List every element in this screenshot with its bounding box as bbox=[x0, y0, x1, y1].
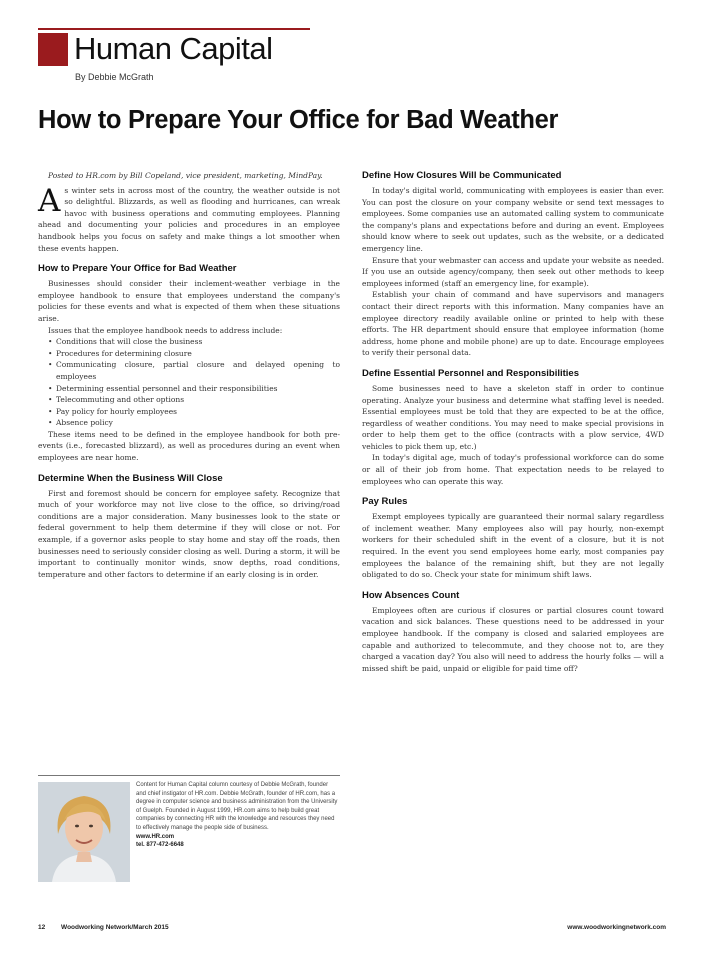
article-headline: How to Prepare Your Office for Bad Weather bbox=[38, 106, 559, 134]
paragraph: Businesses should consider their inclement-weather verbiage in the employee handbook to ensure that employees understand the company's policies for these events and what is expected of them when these situations arise. bbox=[38, 279, 340, 323]
paragraph: In today's digital age, much of today's professional workforce can do some or all of their job from home. That expectation needs to be relayed to employees who can operate this way. bbox=[362, 453, 664, 486]
author-website: www.HR.com bbox=[136, 833, 175, 840]
publication-name: Woodworking Network/March 2015 bbox=[61, 924, 169, 931]
paragraph: Establish your chain of command and have supervisors and managers contact their direct reports with this information. Many companies have an employee directory readily available online or printed to help with these efforts. The HR department should ensure that employee information (home address, home phone and mobile phone) are up to date. Encourage employees to verify their personal data. bbox=[362, 290, 664, 358]
paragraph: Ensure that your webmaster can access and update your website as needed. If you use an outside agency/company, then seek out other methods to keep employees informed (staff an emergency line, for example). bbox=[362, 255, 664, 288]
paragraph: These items need to be defined in the employee handbook for both pre-events (i.e., forecasted blizzard), as well as procedures during an event when employees are near home. bbox=[38, 429, 340, 463]
author-bio bbox=[136, 781, 338, 850]
lead-paragraph bbox=[38, 182, 340, 255]
list-item: • Procedures for determining closure bbox=[48, 348, 340, 360]
page-number: 12 bbox=[38, 924, 46, 931]
list-item: • Telecommuting and other options bbox=[48, 394, 340, 406]
byline: By Debbie McGrath bbox=[75, 72, 154, 82]
author-divider bbox=[38, 775, 340, 776]
paragraph: Some businesses need to have a skeleton staff in order to continue operating. Analyze your business and determine what staffing level is needed. Essential employees must be told that they are expected to be at the office, regardless of weather conditions. You may need to make special provisions in order to help them get to the office (contracts with a plow service, 4WD vehicles to pick them up, etc.) bbox=[362, 383, 664, 451]
heading-closures-communicated: Define How Closures Will be Communicated bbox=[362, 170, 562, 181]
intro-credit: Posted to HR.com by Bill Copeland, vice president, marketing, MindPay. bbox=[48, 171, 323, 180]
heading-prepare-office: How to Prepare Your Office for Bad Weather bbox=[38, 263, 237, 275]
list-item: • Absence policy bbox=[48, 417, 340, 429]
heading-essential-personnel: Define Essential Personnel and Responsibilities bbox=[362, 367, 579, 379]
drop-cap: A bbox=[38, 182, 61, 219]
paragraph: In today's digital world, communicating with employees is easier than ever. You can post the closure on your company website or send text messages to employees. Some companies use an automated calling system to communicate the company's plans and expectations before and during an event. Employees should know where to seek out updates, such as the website, or a dedicated emergency line. bbox=[362, 186, 664, 253]
heading-pay-rules: Pay Rules bbox=[362, 496, 408, 508]
footer-website: www.woodworkingnetwork.com bbox=[567, 924, 666, 931]
paragraph: Exempt employees typically are guaranteed their normal salary regardless of inclement weather. Many employees also will pay hourly, non-exempt workers for their scheduled shift in the event of a closure, but it is not required. In the event you send employees home early, most companies pay employees the balance of the remaining shift, but they are not legally obligated to do so. Check your state for minimum shift laws. bbox=[362, 512, 664, 580]
footer-left bbox=[38, 924, 169, 931]
list-intro: Issues that the employee handbook needs to address include: bbox=[48, 325, 283, 335]
section-accent-block bbox=[38, 33, 68, 66]
list-item: • Conditions that will close the business bbox=[48, 336, 340, 348]
list-item: • Determining essential personnel and their responsibilities bbox=[48, 383, 340, 395]
author-portrait-icon bbox=[38, 782, 130, 882]
left-column bbox=[38, 170, 340, 580]
heading-absences: How Absences Count bbox=[362, 589, 460, 601]
author-bio-text: Content for Human Capital column courtesy of Debbie McGrath, founder and chief instigator of HR.com. Debbie McGrath, founder of HR.com, has a degree in computer science and business administration from the University of Guelph. Founded in August 1999, HR.com aims to help build great companies by connecting HR with the knowledge and resources they need to effectively manage the people side of business. bbox=[136, 782, 338, 831]
heading-determine-close: Determine When the Business Will Close bbox=[38, 472, 223, 484]
lead-text: s winter sets in across most of the country, the weather outside is not so delightful. Blizzards, as well as flooding and hurricanes, can wreak havoc with business operations and commuting employees. Planning ahead and documenting your policies and procedures in an employee handbook helps you focus on safety and make things a lot smoother when these events happen. bbox=[38, 185, 340, 253]
section-title: Human Capital bbox=[74, 31, 273, 66]
right-column bbox=[362, 170, 664, 674]
author-phone: tel. 877-472-6648 bbox=[136, 842, 184, 849]
list-item: • Pay policy for hourly employees bbox=[48, 406, 340, 418]
paragraph: First and foremost should be concern for employee safety. Recognize that much of your workforce may not live close to the office, so driving/road conditions are a major consideration. Many businesses look to the state or federal government to help them determine if they will close or not. For example, if a governor asks people to stay home and stay off the roads, then businesses need to seriously consider closing as well. During a storm, it will be important to continually monitor winds, snow depths, road conditions, temperature and other factors to determine if an early closing is in order. bbox=[38, 488, 340, 579]
list-item: • Communicating closure, partial closure and delayed opening to employees bbox=[48, 359, 340, 382]
handbook-issues-list bbox=[38, 336, 340, 429]
paragraph: Employees often are curious if closures or partial closures count toward vacation and sick balances. These questions need to be addressed in your employee handbook. If the company is closed and salaried employees are capable and authorized to telecommute, and they choose not to, are they charged a vacation day? You also will need to address the hourly folks — will a missed shift be paid, unpaid or eligible for paid time off? bbox=[362, 605, 664, 673]
